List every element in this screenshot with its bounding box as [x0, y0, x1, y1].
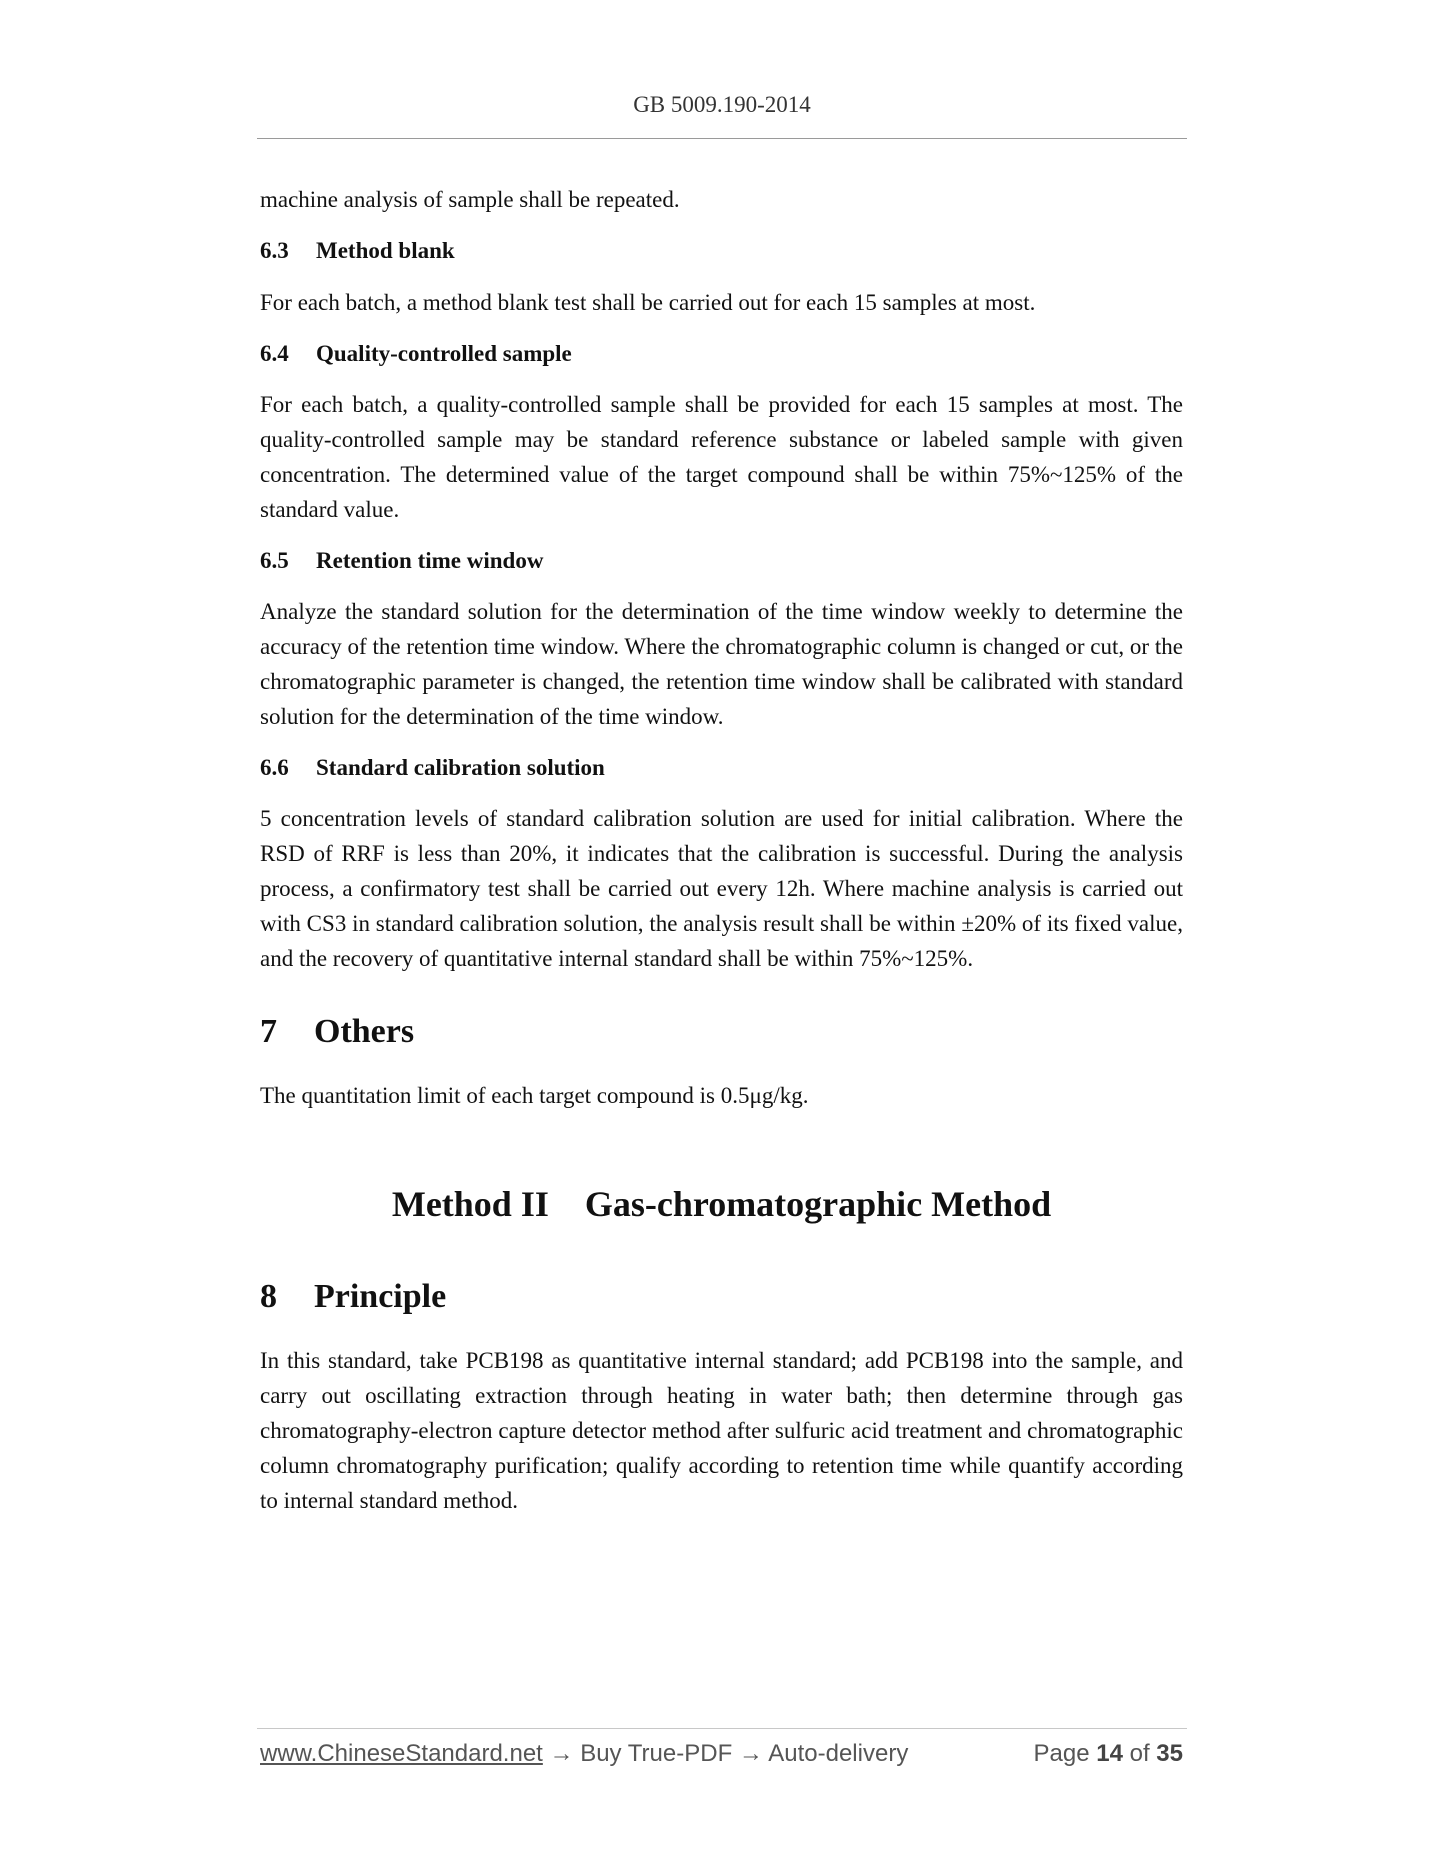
chapter-number: 8 [260, 1278, 277, 1315]
footer-links [260, 1740, 908, 1768]
page-footer [260, 1740, 1183, 1780]
chapter-title: Others [314, 1013, 415, 1050]
buy-pdf-text: Buy True-PDF [580, 1740, 733, 1767]
section-7-paragraph: The quantitation limit of each target compound is 0.5μg/kg. [260, 1083, 809, 1108]
section-7-heading [260, 1010, 1183, 1054]
section-number: 6.3 [260, 238, 289, 263]
section-number: 6.5 [260, 548, 289, 573]
section-6-6-paragraph: 5 concentration levels of standard calibration solution are used for initial calibration. Where the RSD of RRF is less than 20%, it indicates that the calibration is successful. During the analysis process, a confirmatory test shall be carried out every 12h. Where machine analysis is carried out with CS3 in standard calibration solution, the analysis result shall be within ±20% of its fixed value, and the recovery of quantitative internal standard shall be within 75%~125%. [260, 806, 1183, 971]
section-6-5-heading [260, 543, 1183, 578]
page-header: GB 5009.190-2014 [633, 92, 811, 117]
method-number: Method II [391, 1184, 549, 1224]
section-6-3-paragraph: For each batch, a method blank test shall be carried out for each 15 samples at most. [260, 290, 1036, 315]
section-8-heading [260, 1275, 1183, 1319]
method-heading [260, 1181, 1183, 1227]
method-title: Gas-chromatographic Method [584, 1184, 1052, 1224]
arrow-right-icon: → [738, 1740, 763, 1767]
section-title: Standard calibration solution [316, 755, 605, 780]
header-rule [257, 138, 1187, 139]
section-number: 6.6 [260, 755, 289, 780]
chapter-title: Principle [314, 1278, 447, 1315]
section-6-5-paragraph: Analyze the standard solution for the determination of the time window weekly to determine the accuracy of the retention time window. Where the chromatographic column is changed or cut, or the chromatographic parameter is changed, the retention time window shall be calibrated with standard solution for the determination of the time window. [260, 599, 1183, 729]
section-6-3-heading [260, 233, 1183, 268]
section-title: Method blank [316, 238, 455, 263]
auto-delivery-text: Auto-delivery [768, 1740, 909, 1767]
page-total: 35 [1156, 1740, 1183, 1767]
arrow-right-icon: → [549, 1740, 574, 1767]
section-6-4-heading [260, 336, 1183, 371]
section-8-paragraph: In this standard, take PCB198 as quantitative internal standard; add PCB198 into the sample, and carry out oscillating extraction through heating in water bath; then determine through gas chromatography-electron capture detector method after sulfuric acid treatment and chromatographic column chromatography purification; qualify according to retention time while quantify according to internal standard method. [260, 1348, 1183, 1513]
section-6-4-paragraph: For each batch, a quality-controlled sample shall be provided for each 15 samples at most. The quality-controlled sample may be standard reference substance or labeled sample with given concentration. The determined value of the target compound shall be within 75%~125% of the standard value. [260, 392, 1183, 522]
continuation-paragraph: machine analysis of sample shall be repeated. [260, 187, 680, 212]
page-number [1034, 1740, 1184, 1768]
site-link[interactable]: www.ChineseStandard.net [260, 1740, 543, 1767]
section-number: 6.4 [260, 341, 289, 366]
section-title: Quality-controlled sample [316, 341, 572, 366]
chapter-number: 7 [260, 1013, 277, 1050]
page-current: 14 [1096, 1740, 1123, 1767]
section-title: Retention time window [316, 548, 544, 573]
page-content [260, 182, 1183, 1518]
page-label: Page [1033, 1740, 1090, 1767]
section-6-6-heading [260, 750, 1183, 785]
page-of: of [1129, 1740, 1150, 1767]
footer-rule [257, 1728, 1187, 1729]
